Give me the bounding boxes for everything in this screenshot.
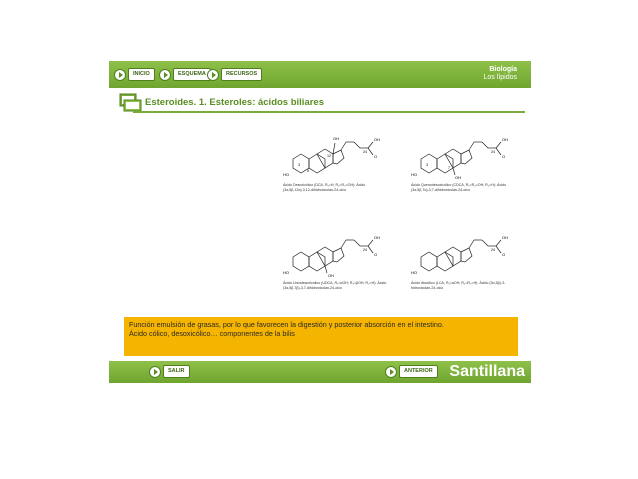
label-24: 24 — [491, 248, 495, 252]
steroid-structure-icon — [283, 227, 387, 279]
label-oh: OH — [502, 137, 508, 142]
label-ho: HO — [283, 270, 289, 275]
slide — [109, 57, 531, 379]
label-o: O — [374, 252, 378, 257]
steroid-structure-icon — [283, 129, 387, 181]
salir-label: SALIR — [163, 365, 190, 378]
brand-logo: Santillana — [449, 363, 525, 380]
info-box — [124, 317, 518, 356]
steroid-structure-icon — [411, 129, 515, 181]
info-text-line1: Función emulsión de grasas, por lo que favorecen la digestión y posterior absorción en el intestino. — [129, 320, 444, 329]
molecule-udca — [283, 227, 393, 290]
recursos-button[interactable] — [207, 68, 262, 81]
label-24: 24 — [363, 248, 367, 252]
label-oh: OH — [455, 175, 461, 180]
label-7: 7 — [448, 166, 450, 170]
steroid-structure-icon — [411, 227, 515, 279]
label-oh: OH — [333, 136, 339, 141]
label-12: 12 — [327, 154, 331, 158]
arrow-right-icon — [385, 366, 397, 378]
label-o: O — [502, 252, 506, 257]
esquema-label: ESQUEMA — [173, 68, 211, 81]
molecule-caption: Ácido litocólico (LCA, R₁=αOH; R₂=R₃=H): Ácido (3α,5β)-3-hidroxicolan-24-oico — [411, 281, 506, 290]
label-oh: OH — [374, 137, 380, 142]
arrow-right-icon — [159, 69, 171, 81]
label-ho: HO — [411, 270, 417, 275]
label-oh: OH — [502, 235, 508, 240]
subject-title: Biología — [489, 66, 517, 73]
subject-subtitle: Los lípidos — [483, 74, 517, 81]
label-oh: OH — [328, 273, 334, 278]
label-o: O — [374, 154, 378, 159]
recursos-label: RECURSOS — [221, 68, 262, 81]
monitor-icon — [119, 91, 143, 113]
arrow-right-icon — [114, 69, 126, 81]
label-24: 24 — [363, 150, 367, 154]
inicio-label: INICIO — [128, 68, 155, 81]
anterior-button[interactable] — [385, 365, 438, 378]
label-24: 24 — [491, 150, 495, 154]
arrow-right-icon — [207, 69, 219, 81]
info-text-line2: Ácido cólico, desoxicólico… componentes de la bilis — [129, 329, 295, 338]
molecule-caption: Ácido Quenodesoxicólico (CDCA, R₁=R₃=OH; R₂=H): Ácido (3α,5β,7α)-3,7-dihidroxicolan-24-oico — [411, 183, 507, 192]
label-o: O — [502, 154, 506, 159]
label-3: 3 — [426, 163, 428, 167]
molecule-caption: Ácido Desoxicólico (DCA, R₁=H; R₂=R₃=OH): Ácido (3α,5β,12α)-3,12-dihidroxicolan-24-oico — [283, 183, 366, 192]
top-bar — [109, 61, 531, 88]
molecule-cdca — [411, 129, 521, 192]
subject-label — [484, 66, 517, 82]
title-underline — [133, 111, 525, 113]
molecule-caption: Ácido Ursodesoxicólico (UDCA, R₁=αOH; R₃=βOH; R₂=H): Ácido (3α,5β,7β)-3,7-dihidroxicolan-24-oico — [283, 281, 387, 290]
molecule-lca — [411, 227, 521, 290]
esquema-button[interactable] — [159, 68, 211, 81]
label-oh: OH — [374, 235, 380, 240]
label-3: 3 — [298, 163, 300, 167]
inicio-button[interactable] — [114, 68, 155, 81]
salir-button[interactable] — [149, 365, 190, 378]
bottom-bar — [109, 361, 531, 383]
label-ho: HO — [411, 172, 417, 177]
molecule-dca — [283, 129, 393, 192]
anterior-label: ANTERIOR — [399, 365, 438, 378]
page-title: Esteroides. 1. Esteroles: ácidos biliares — [145, 97, 324, 108]
label-5: 5 — [307, 169, 309, 173]
label-ho: HO — [283, 172, 289, 177]
arrow-right-icon — [149, 366, 161, 378]
